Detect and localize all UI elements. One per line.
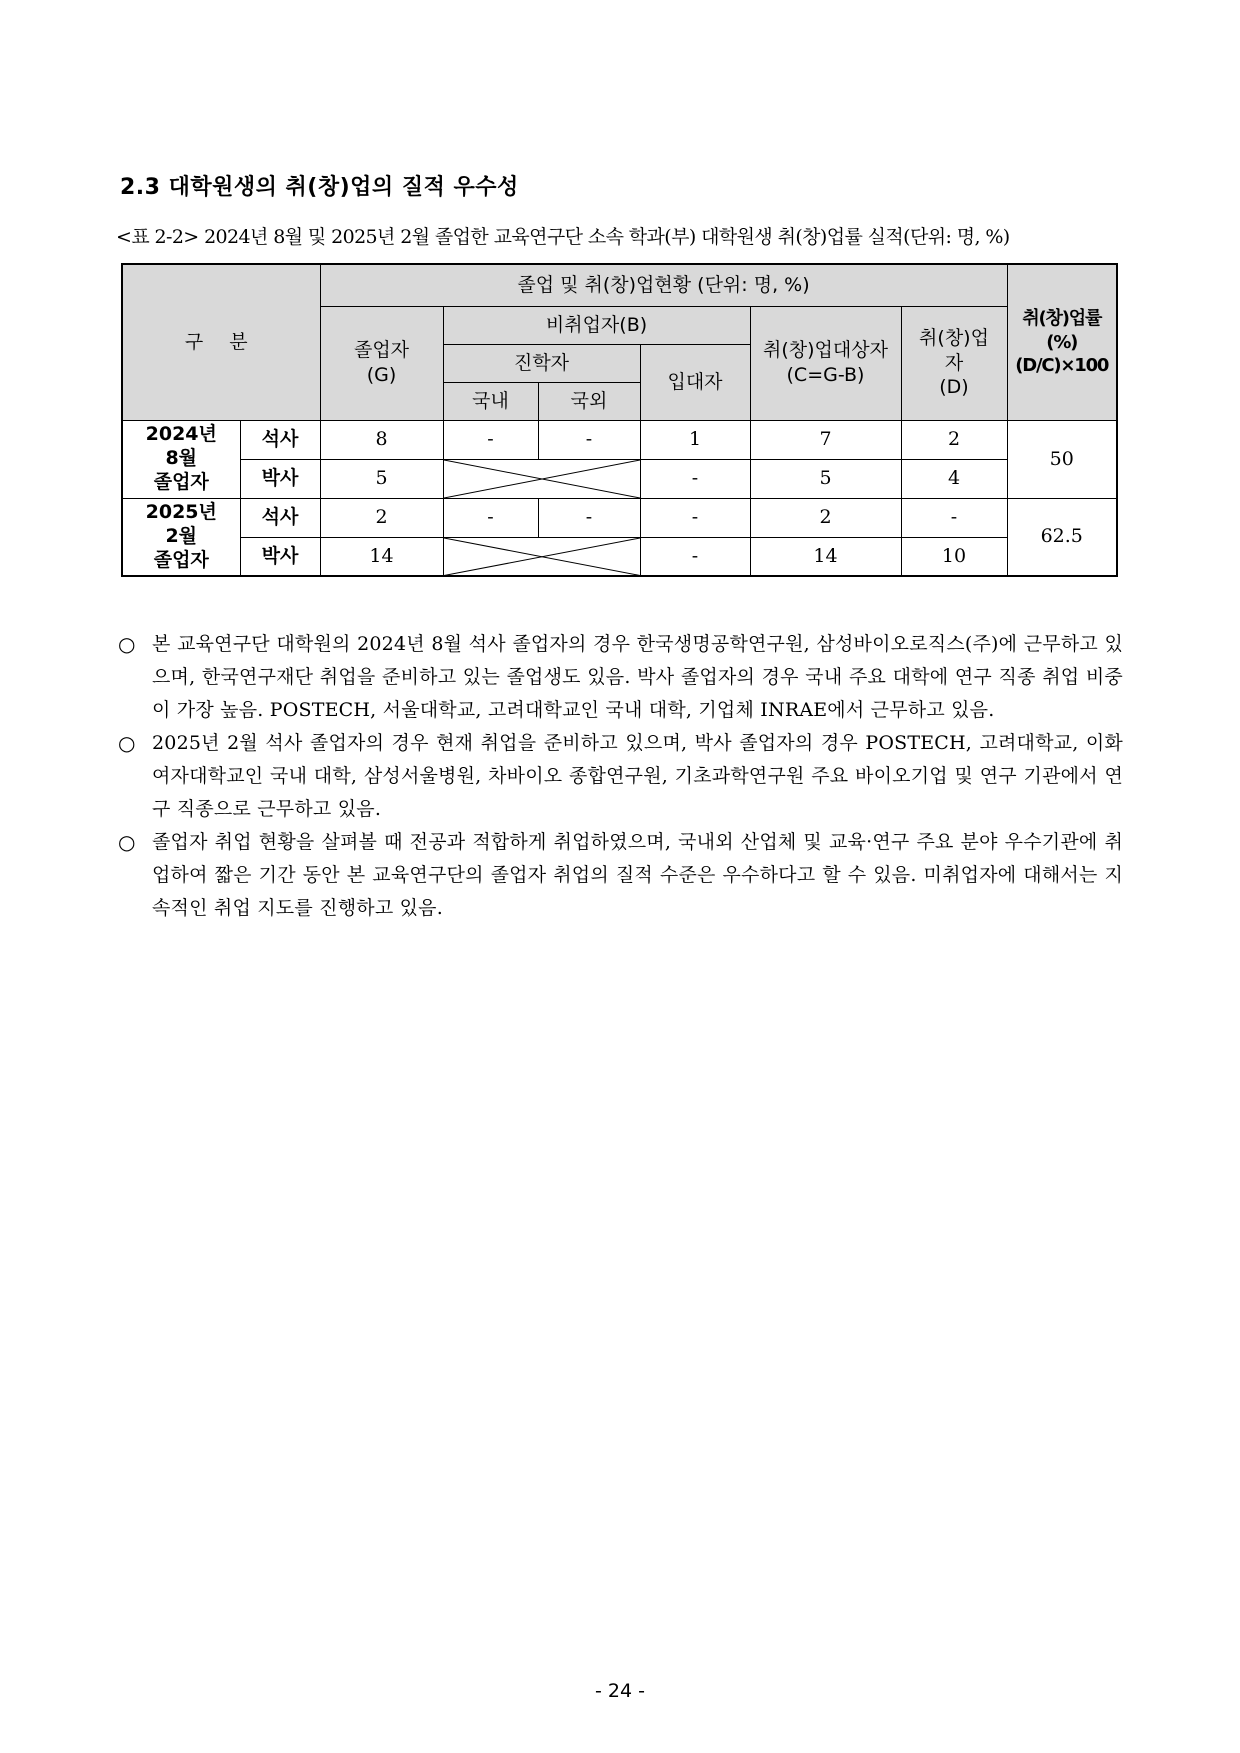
header-rate [1007,264,1117,420]
circle-bullet-icon: ○ [118,830,136,854]
degree-cell: 석사 [240,498,320,537]
degree-cell: 석사 [240,420,320,459]
header-employed [901,306,1007,420]
military-cell: - [640,537,750,576]
domestic-cell: - [443,498,538,537]
group-label [122,498,240,576]
header-employed-line3: (D) [939,376,969,399]
group-label-line: 2024년 [145,423,217,446]
bullet-text: 졸업자 취업 현황을 살펴볼 때 전공과 적합하게 취업하였으며, 국내외 산업체 및 교육·연구 주요 분야 우수기관에 취업하여 짧은 기간 동안 본 교육연구단의 졸업자 취업의 질적 수준은 우수하다고 할 수 있음. 미취업자에 대해서는 지속적인 취업 지도를 진행하고 있음. [152,831,1123,919]
employed-cell: 4 [901,459,1007,498]
graduates-cell: 14 [320,537,443,576]
bullet-item [118,727,1123,826]
header-category: 구 분 [122,264,320,420]
header-graduates-line1: 졸업자 [353,339,410,362]
header-rate-line1: 취(창)업률 [1022,308,1102,330]
group-label-line: 졸업자 [153,548,209,571]
group-label-line: 졸업자 [153,470,209,493]
employed-cell: - [901,498,1007,537]
header-target [750,306,901,420]
header-employed-line1: 취(창)업 [919,326,989,349]
bullet-item [118,826,1123,925]
header-rate-line3: (D/C)×100 [1015,354,1109,376]
header-status: 졸업 및 취(창)업현황 (단위: 명, %) [320,264,1007,306]
header-target-line2: (C=G-B) [786,364,865,386]
rate-cell: 62.5 [1007,498,1117,576]
employed-cell: 2 [901,420,1007,459]
graduates-cell: 8 [320,420,443,459]
group-label-line: 2025년 [145,501,217,524]
graduates-cell: 5 [320,459,443,498]
overseas-cell: - [538,498,640,537]
bullet-text: 본 교육연구단 대학원의 2024년 8월 석사 졸업자의 경우 한국생명공학연구원, 삼성바이오로직스(주)에 근무하고 있으며, 한국연구재단 취업을 준비하고 있는 졸업생도 있음. 박사 졸업자의 경우 국내 주요 대학에 연구 직종 취업 비중이 가장 높음. POSTECH, 서울대학교, 고려대학교인 국내 대학, 기업체 INRAE에서 근무하고 있음. [152,633,1123,721]
header-graduates-line2: (G) [366,364,397,386]
not-applicable-cell [443,537,640,576]
military-cell: - [640,498,750,537]
header-target-line1: 취(창)업대상자 [763,339,888,362]
target-cell: 7 [750,420,901,459]
target-cell: 2 [750,498,901,537]
group-label-line: 2월 [165,524,198,547]
group-label-line: 8월 [165,447,198,470]
bullet-item [118,628,1123,727]
graduates-cell: 2 [320,498,443,537]
domestic-cell: - [443,420,538,459]
header-overseas: 국외 [538,382,640,420]
bullet-list [118,628,1123,925]
header-graduates [320,306,443,420]
cross-out-mark [444,538,640,576]
employed-cell: 10 [901,537,1007,576]
header-military: 입대자 [640,344,750,420]
employment-table [121,263,1118,577]
header-employed-line2: 자 [944,351,964,374]
group-label [122,420,240,498]
target-cell: 14 [750,537,901,576]
military-cell: 1 [640,420,750,459]
circle-bullet-icon: ○ [118,632,136,656]
military-cell: - [640,459,750,498]
target-cell: 5 [750,459,901,498]
cross-out-mark [444,460,640,498]
header-rate-line2: (%) [1046,331,1078,353]
degree-cell: 박사 [240,459,320,498]
not-applicable-cell [443,459,640,498]
rate-cell: 50 [1007,420,1117,498]
section-title: 2.3 대학원생의 취(창)업의 질적 우수성 [120,175,519,200]
page-number: - 24 - [595,1680,645,1702]
circle-bullet-icon: ○ [118,731,136,755]
table-caption: <표 2-2> 2024년 8월 및 2025년 2월 졸업한 교육연구단 소속 학과(부) 대학원생 취(창)업률 실적(단위: 명, %) [116,226,1010,248]
degree-cell: 박사 [240,537,320,576]
header-non-employed: 비취업자(B) [443,306,750,344]
header-advanced: 진학자 [443,344,640,382]
bullet-text: 2025년 2월 석사 졸업자의 경우 현재 취업을 준비하고 있으며, 박사 졸업자의 경우 POSTECH, 고려대학교, 이화여자대학교인 국내 대학, 삼성서울병원, 차바이오 종합연구원, 기초과학연구원 주요 바이오기업 및 연구 기관에서 연구 직종으로 근무하고 있음. [152,732,1123,820]
header-domestic: 국내 [443,382,538,420]
overseas-cell: - [538,420,640,459]
